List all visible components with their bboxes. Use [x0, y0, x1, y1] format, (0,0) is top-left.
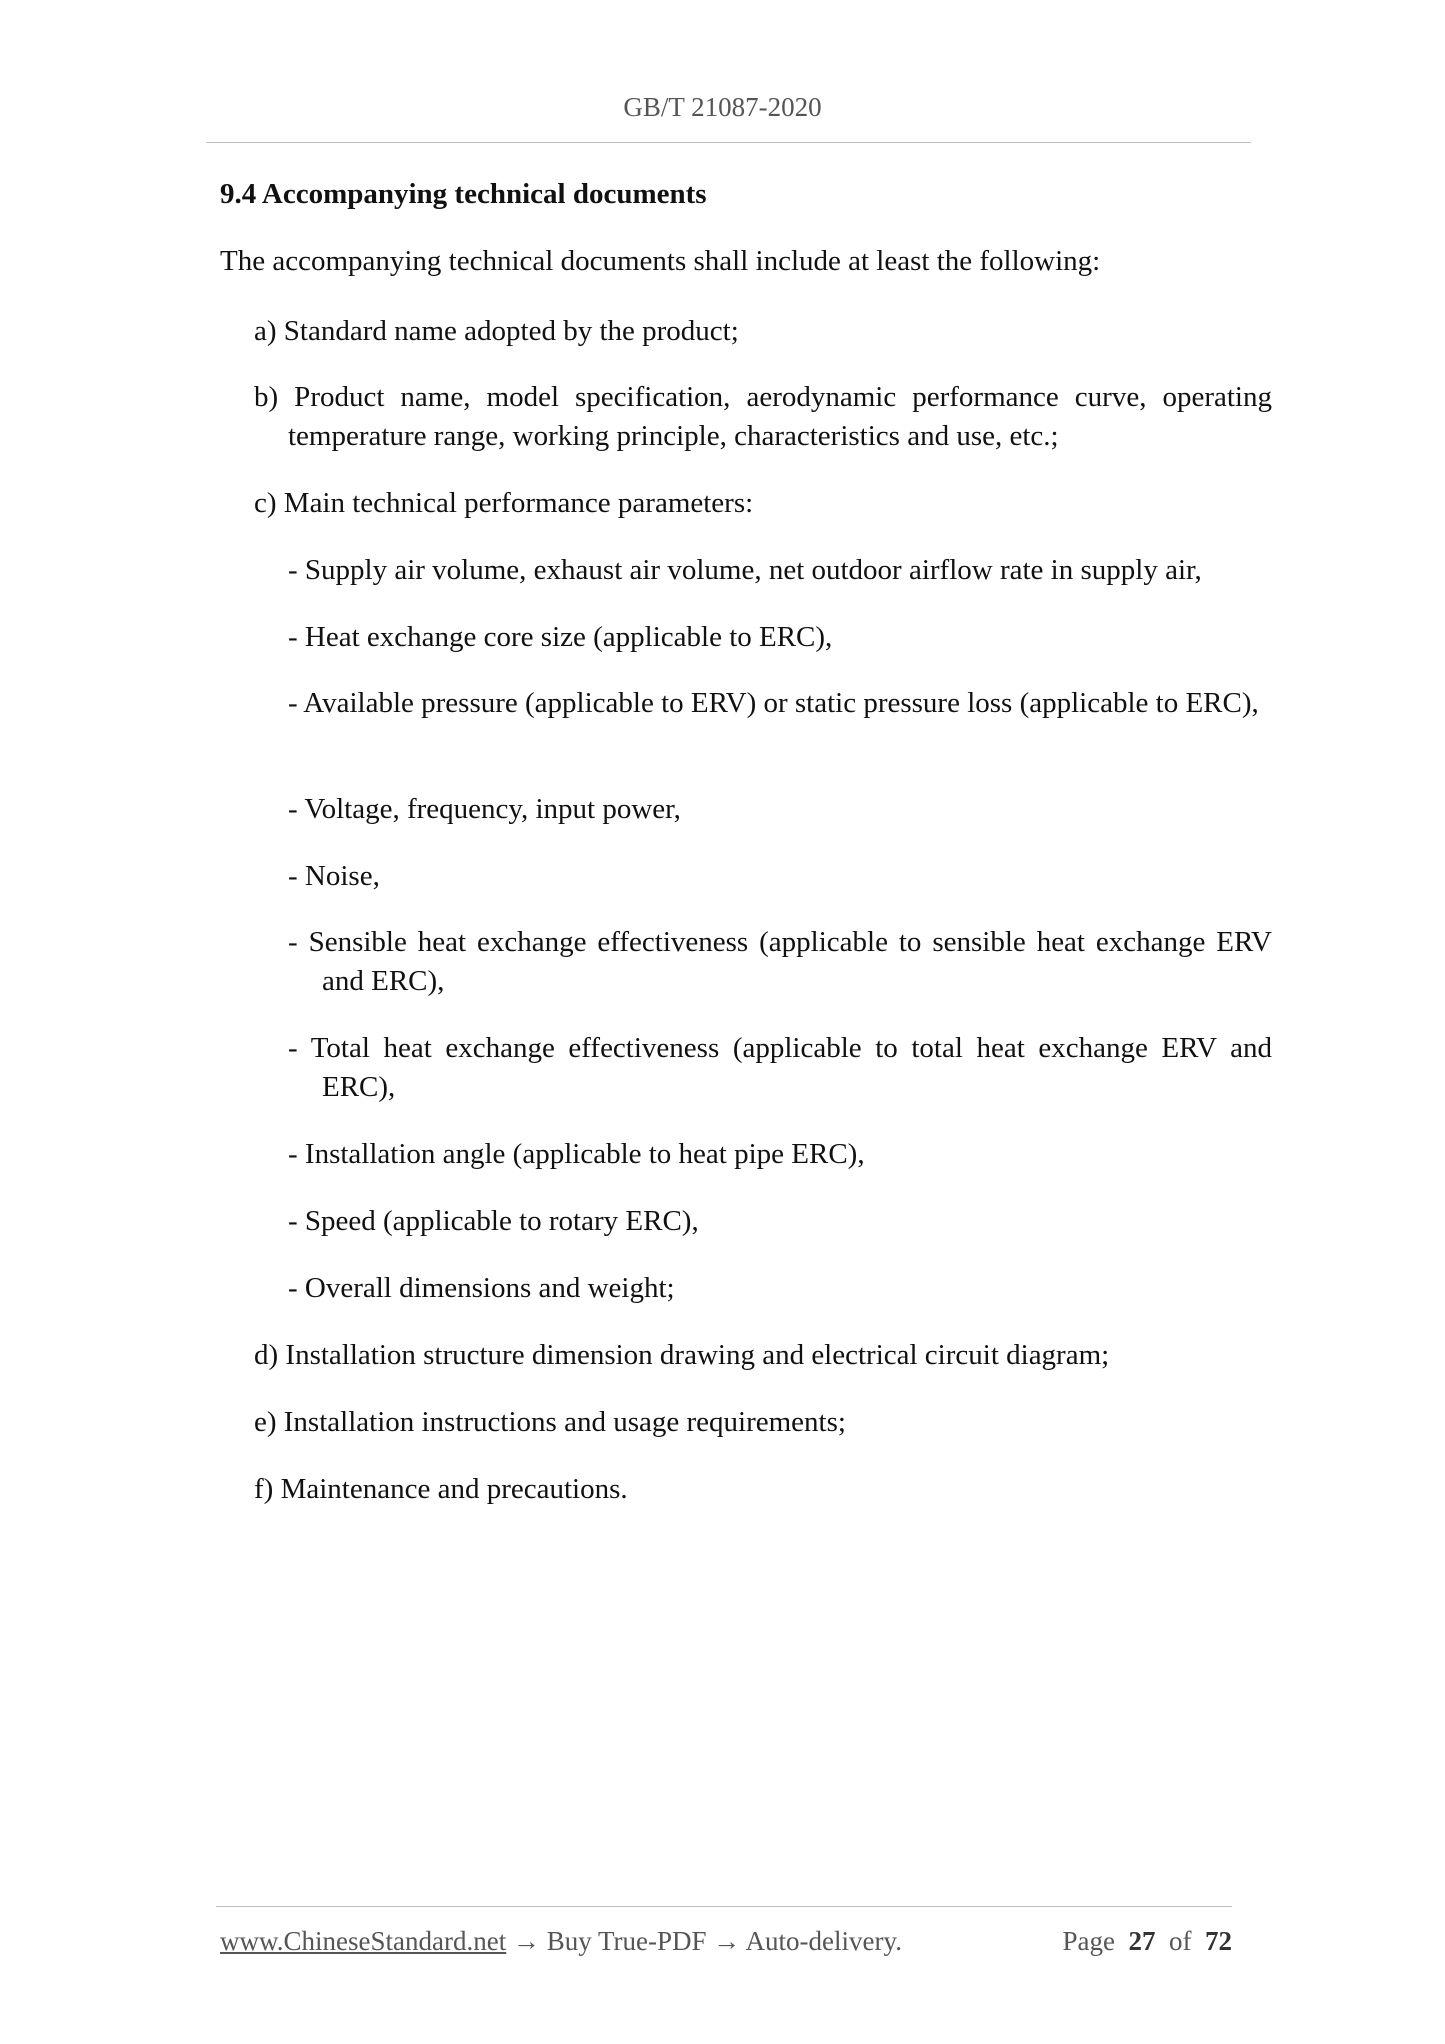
list-item-e: e) Installation instructions and usage requirements; [254, 1406, 846, 1438]
list-item-c: c) Main technical performance parameters: [254, 487, 754, 519]
footer-divider [216, 1906, 1232, 1907]
page-number: 27 [1128, 1926, 1156, 1956]
page-indicator [1063, 1926, 1232, 1957]
delivery-text: Auto-delivery. [745, 1926, 902, 1956]
section-title: 9.4 Accompanying technical documents [220, 178, 707, 210]
sub-item-electrical: - Voltage, frequency, input power, [288, 793, 681, 825]
arrow-right-icon: → [713, 1926, 741, 1956]
total-pages: 72 [1205, 1926, 1232, 1956]
sub-item-total-heat: - Total heat exchange effectiveness (applicable to total heat exchange ERV and ERC), [288, 1032, 1272, 1103]
footer-promo [220, 1926, 902, 1957]
header-divider [206, 142, 1251, 143]
of-label: of [1169, 1926, 1192, 1956]
sub-item-installation-angle: - Installation angle (applicable to heat pipe ERC), [288, 1138, 865, 1170]
sub-item-speed: - Speed (applicable to rotary ERC), [288, 1205, 699, 1237]
list-item-b: b) Product name, model specification, aerodynamic performance curve, operating temperature range, working principle, characteristics and use, etc.; [254, 381, 1272, 452]
sub-item-pressure: - Available pressure (applicable to ERV) or static pressure loss (applicable to ERC), [288, 687, 1259, 719]
list-item-d: d) Installation structure dimension drawing and electrical circuit diagram; [254, 1339, 1110, 1371]
list-item-f: f) Maintenance and precautions. [254, 1473, 628, 1505]
sub-item-supply-air: - Supply air volume, exhaust air volume, net outdoor airflow rate in supply air, [288, 554, 1202, 586]
arrow-right-icon: → [512, 1926, 540, 1956]
sub-item-sensible-heat: - Sensible heat exchange effectiveness (applicable to sensible heat exchange ERV and ERC), [288, 926, 1272, 997]
sub-item-noise: - Noise, [288, 860, 380, 892]
buy-text: Buy True-PDF [546, 1926, 707, 1956]
site-link[interactable]: www.ChineseStandard.net [220, 1926, 507, 1956]
sub-item-core-size: - Heat exchange core size (applicable to ERC), [288, 621, 833, 653]
document-code-header: GB/T 21087-2020 [623, 92, 822, 122]
list-item-a: a) Standard name adopted by the product; [254, 315, 739, 347]
sub-item-dimensions: - Overall dimensions and weight; [288, 1272, 675, 1304]
section-intro: The accompanying technical documents shall include at least the following: [220, 245, 1101, 277]
page-label: Page [1062, 1926, 1115, 1956]
